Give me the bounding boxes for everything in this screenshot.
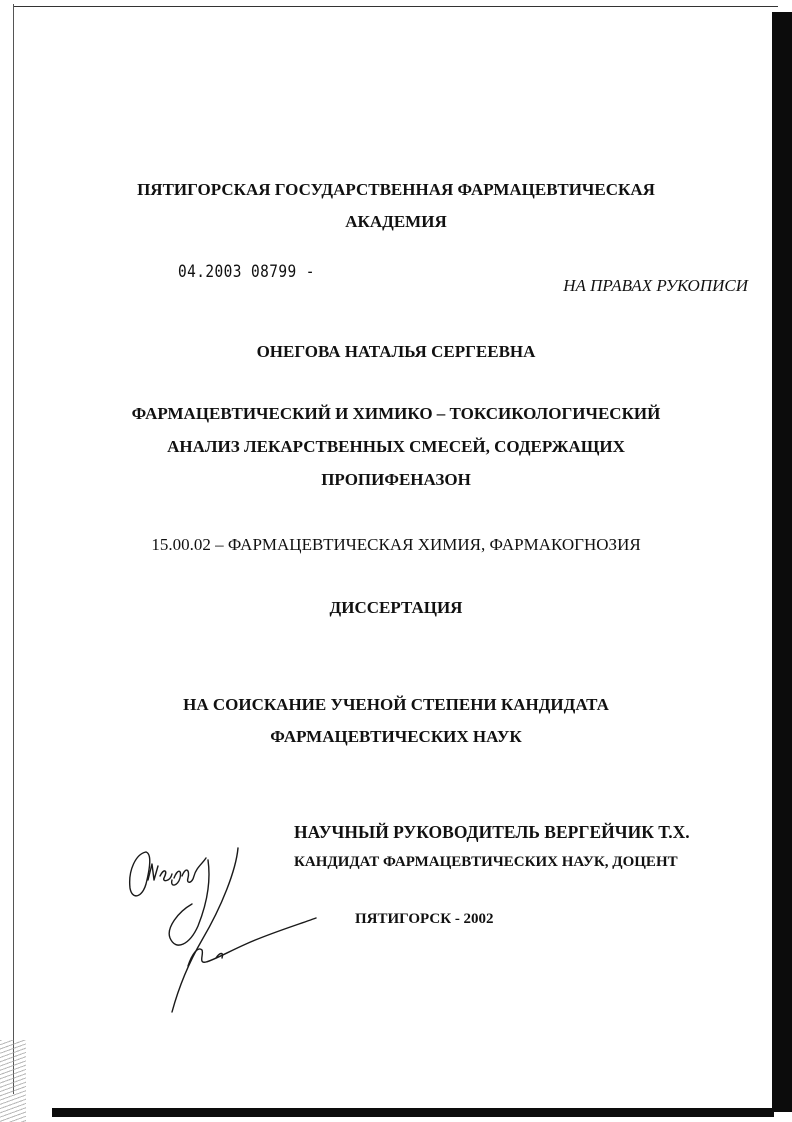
scan-edge-bottom (52, 1108, 774, 1117)
supervisor-line-2: КАНДИДАТ ФАРМАЦЕВТИЧЕСКИХ НАУК, ДОЦЕНТ (294, 854, 678, 870)
scan-edge-top (14, 6, 778, 7)
specialty-code: 15.00.02 – ФАРМАЦЕВТИЧЕСКАЯ ХИМИЯ, ФАРМАКОГНОЗИЯ (151, 535, 641, 554)
thesis-title-line-3: ПРОПИФЕНАЗОН (321, 470, 471, 489)
thesis-title-line-1: ФАРМАЦЕВТИЧЕСКИЙ И ХИМИКО – ТОКСИКОЛОГИЧЕСКИЙ (131, 404, 661, 423)
author-name: ОНЕГОВА НАТАЛЬЯ СЕРГЕЕВНА (256, 342, 536, 361)
document-type: ДИССЕРТАЦИЯ (329, 598, 463, 617)
city-year: ПЯТИГОРСК - 2002 (355, 911, 494, 927)
thesis-title-line-2: АНАЛИЗ ЛЕКАРСТВЕННЫХ СМЕСЕЙ, СОДЕРЖАЩИХ (167, 437, 625, 456)
institution-line-2: АКАДЕМИЯ (345, 212, 447, 231)
degree-line-1: НА СОИСКАНИЕ УЧЕНОЙ СТЕПЕНИ КАНДИДАТА (183, 695, 609, 714)
institution-line-1: ПЯТИГОРСКАЯ ГОСУДАРСТВЕННАЯ ФАРМАЦЕВТИЧЕСКАЯ (137, 180, 655, 199)
rights-note: НА ПРАВАХ РУКОПИСИ (563, 276, 748, 295)
catalog-stamp: 04.2003 08799 - (178, 262, 315, 282)
supervisor-line-1: НАУЧНЫЙ РУКОВОДИТЕЛЬ ВЕРГЕЙЧИК Т.Х. (294, 822, 690, 842)
handwritten-signature (118, 840, 328, 1020)
scan-edge-right (772, 12, 792, 1112)
scan-speckle (0, 1040, 26, 1122)
degree-line-2: ФАРМАЦЕВТИЧЕСКИХ НАУК (270, 727, 522, 746)
